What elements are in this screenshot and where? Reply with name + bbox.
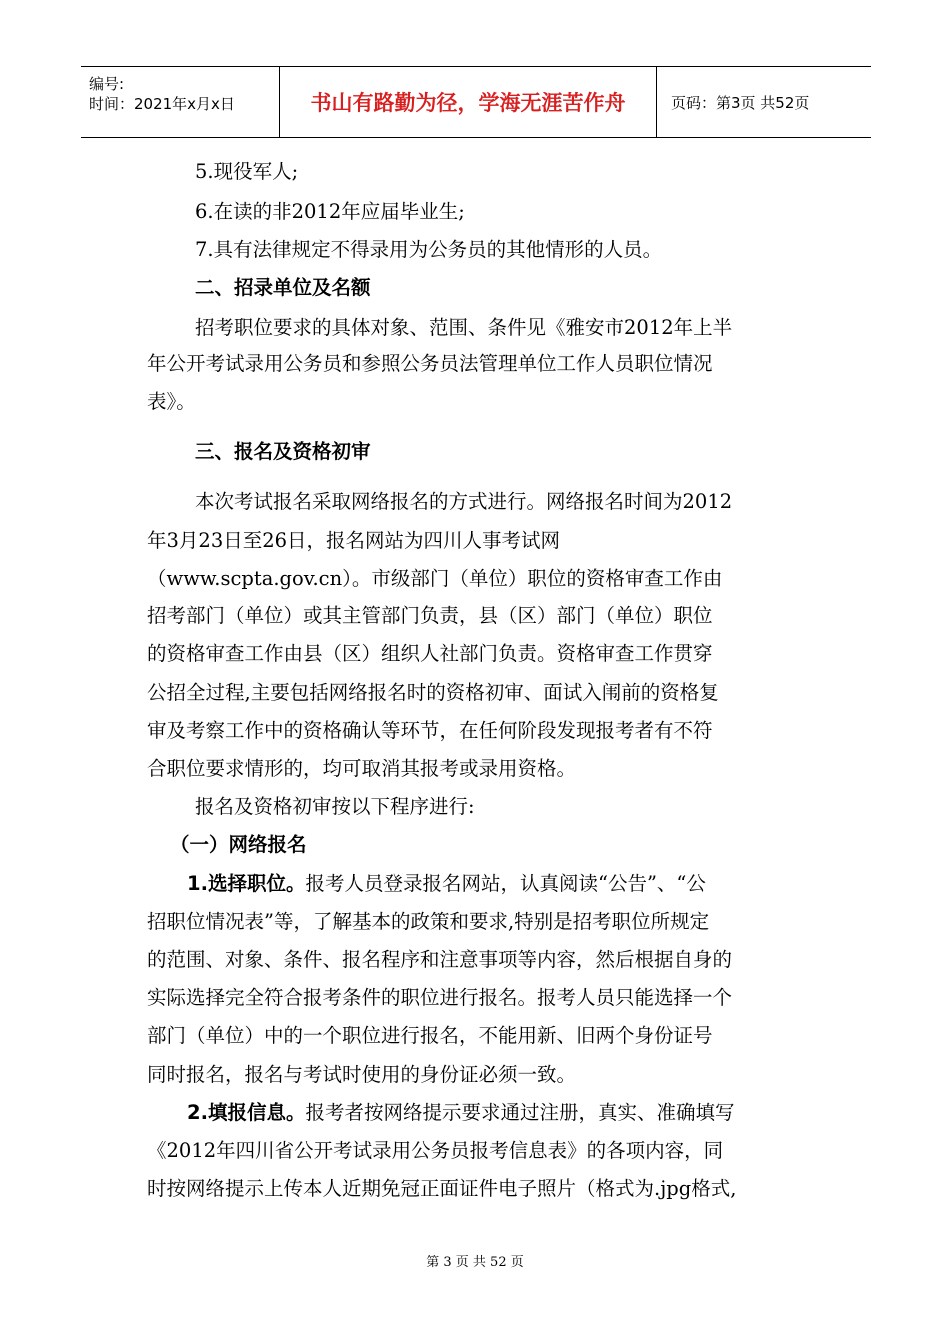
body-line: 招职位情况表”等，了解基本的政策和要求,特别是招考职位所规定	[147, 910, 710, 933]
subsection-heading: （一）网络报名	[170, 833, 307, 856]
body-line: 公招全过程,主要包括网络报名时的资格初审、面试入闱前的资格复	[147, 681, 719, 704]
item1-title: 1.选择职位。	[187, 872, 306, 895]
serial-label: 编号:	[89, 75, 125, 93]
body-line: 5.现役军人;	[195, 160, 299, 183]
header-page-info	[665, 67, 871, 137]
page-footer: 第 3 页 共 52 页	[426, 1255, 524, 1270]
body-line: 审及考察工作中的资格确认等环节，在任何阶段发现报考者有不符	[147, 719, 713, 742]
body-line: 报名及资格初审按以下程序进行:	[195, 795, 475, 818]
body-line: 部门（单位）中的一个职位进行报名，不能用新、旧两个身份证号	[147, 1024, 713, 1047]
page-info-text: 页码：第3页 共52页	[671, 93, 810, 112]
body-line: 招考职位要求的具体对象、范围、条件见《雅安市2012年上半	[195, 316, 733, 339]
header-motto: 书山有路勤为径，学海无涯苦作舟	[280, 67, 657, 137]
body-line: 7.具有法律规定不得录用为公务员的其他情形的人员。	[195, 238, 663, 261]
body-line: 本次考试报名采取网络报名的方式进行。网络报名时间为2012	[195, 490, 733, 513]
body-line: 表》。	[147, 390, 196, 413]
body-line: 6.在读的非2012年应届毕业生;	[195, 200, 465, 223]
body-line: 年公开考试录用公务员和参照公务员法管理单位工作人员职位情况	[147, 352, 713, 375]
body-line	[187, 870, 706, 898]
page-header	[81, 66, 871, 138]
header-meta-cell	[81, 67, 280, 137]
body-line: 年3月23日至26日，报名网站为四川人事考试网	[147, 529, 561, 552]
body-line: 同时报名，报名与考试时使用的身份证必须一致。	[147, 1063, 577, 1086]
body-line: 《2012年四川省公开考试录用公务员报考信息表》的各项内容，同	[147, 1139, 724, 1162]
item2-text: 报考者按网络提示要求通过注册，真实、准确填写	[305, 1101, 735, 1124]
body-line: （www.scpta.gov.cn）。市级部门（单位）职位的资格审查工作由	[147, 567, 723, 590]
section-heading-3: 三、报名及资格初审	[195, 440, 371, 463]
body-line: 实际选择完全符合报考条件的职位进行报名。报考人员只能选择一个	[147, 986, 733, 1009]
body-line: 的资格审查工作由县（区）组织人社部门负责。资格审查工作贯穿	[147, 642, 713, 665]
body-line: 时按网络提示上传本人近期免冠正面证件电子照片（格式为.jpg格式,	[147, 1177, 737, 1200]
item1-text: 报考人员登录报名网站，认真阅读“公告”、“公	[305, 872, 706, 895]
date-label: 时间：2021年x月x日	[89, 95, 235, 113]
section-heading-2: 二、招录单位及名额	[195, 276, 371, 299]
item2-title: 2.填报信息。	[187, 1101, 306, 1124]
body-line: 招考部门（单位）或其主管部门负责，县（区）部门（单位）职位	[147, 604, 713, 627]
body-line: 合职位要求情形的，均可取消其报考或录用资格。	[147, 757, 577, 780]
body-line	[187, 1099, 735, 1127]
body-line: 的范围、对象、条件、报名程序和注意事项等内容，然后根据自身的	[147, 948, 733, 971]
